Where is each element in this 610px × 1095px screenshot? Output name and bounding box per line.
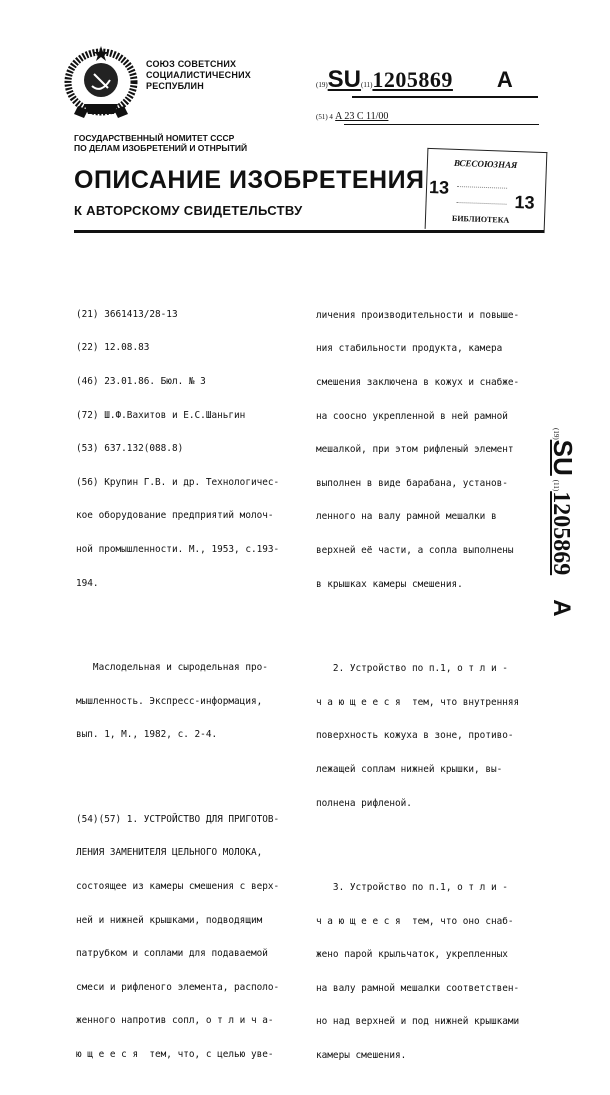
header-divider [74, 230, 544, 233]
text-line: камеры смешения. [316, 1050, 407, 1062]
text-line: ния стабильности продукта, камера [316, 343, 503, 355]
text-line: поверхность кожуха в зоне, противо- [316, 730, 514, 742]
country-code: SU [548, 439, 578, 476]
right-column [316, 265, 519, 1095]
text-line: мышленность. Экспресс-информация, [76, 695, 263, 707]
biblio-line: (53) 637.132(088.8) [76, 443, 184, 455]
text-line: 3. Устройство по п.1, о т л и - [316, 881, 508, 893]
stamp-right-number: 13 [514, 192, 535, 213]
patent-number-block [316, 66, 513, 94]
country-name [146, 59, 251, 92]
text-line: Маслодельная и сыродельная про- [76, 662, 268, 674]
text-line: лежащей соплам нижней крышки, вы- [316, 763, 503, 775]
committee-line: ПО ДЕЛАМ ИЗОБРЕТЕНИЙ И ОТНРЫТИЙ [74, 143, 248, 153]
text-line: смеси и рифленого элемента, располо- [76, 981, 280, 993]
text-line: личения производительности и повыше- [316, 309, 520, 321]
claim-1 [76, 791, 279, 1082]
biblio-line: (72) Ш.Ф.Вахитов и Е.С.Шаньгин [76, 409, 246, 421]
text-line: ленного на валу рамной мешалки в [316, 511, 497, 523]
claim-2 [316, 641, 519, 831]
text-line: смешения заключена в кожух и снабже- [316, 377, 520, 389]
kind-code: A [548, 599, 575, 617]
committee-line: ГОСУДАРСТВЕННЫЙ НОМИТЕТ СССР [74, 133, 235, 143]
text-line: на соосно укрепленной в ней рамной [316, 410, 508, 422]
library-stamp [425, 148, 548, 233]
stamp-faded-line [457, 180, 507, 189]
patent-number: 1205869 [548, 491, 574, 576]
reference-2 [76, 640, 279, 763]
biblio-line: 194. [76, 577, 99, 589]
stamp-faded-line [457, 196, 507, 205]
text-line: на валу рамной мешалки соответствен- [316, 982, 520, 994]
inid-code-11: (11) [361, 81, 373, 89]
text-line: ней и нижней крышками, подводящим [76, 914, 263, 926]
inid-code-19: (19) [316, 81, 328, 89]
stamp-bottom-text: БИБЛИОТЕКА [451, 213, 510, 225]
left-column [76, 264, 279, 1094]
inid-code-19: (19) [552, 428, 560, 440]
text-line: вып. 1, М., 1982, с. 2-4. [76, 729, 218, 741]
patent-number: 1205869 [372, 67, 453, 92]
stamp-top-text: ВСЕСОЮЗНАЯ [453, 157, 518, 171]
bibliographic-data [76, 286, 279, 611]
claim-1-continued [316, 287, 519, 612]
text-line: верхней её части, а сопла выполнены [316, 545, 514, 557]
side-patent-label [540, 430, 576, 670]
text-line: женного напротив сопл, о т л и ч а- [76, 1015, 274, 1027]
text-line: ч а ю щ е е с я тем, что внутренняя [316, 696, 520, 708]
text-line: ЛЕНИЯ ЗАМЕНИТЕЛЯ ЦЕЛЬНОГО МОЛОКА, [76, 847, 263, 859]
biblio-line: (22) 12.08.83 [76, 342, 150, 354]
biblio-line: (56) Крупин Г.В. и др. Технологичес- [76, 476, 280, 488]
text-line: 2. Устройство по п.1, о т л и - [316, 663, 508, 675]
committee-name [74, 133, 247, 153]
country-line: СОЮЗ СОВЕТСНИХ [146, 59, 237, 69]
inid-code-11: (11) [552, 479, 560, 492]
text-line: жено парой крыльчаток, укрепленных [316, 949, 508, 961]
ipc-class: A 23 C 11/00 [335, 111, 389, 122]
claim-3 [316, 860, 519, 1084]
country-code: SU [327, 66, 362, 93]
document-title: ОПИСАНИЕ ИЗОБРЕТЕНИЯ [74, 166, 425, 194]
document-subtitle: К АВТОРСКОМУ СВИДЕТЕЛЬСТВУ [74, 203, 303, 218]
text-line: но над верхней и под нижней крышками [316, 1016, 520, 1028]
text-line: ю щ е е с я тем, что, с целью уве- [76, 1049, 274, 1061]
number-underline [352, 96, 538, 98]
text-line: мешалкой, при этом рифленый элемент [316, 444, 514, 456]
country-line: РЕСПУБЛИН [146, 81, 204, 91]
text-line: в крышках камеры смешения. [316, 578, 463, 590]
text-line: патрубком и соплами для подаваемой [76, 948, 268, 960]
biblio-line: (46) 23.01.86. Бюл. № 3 [76, 376, 206, 388]
ipc-underline [344, 124, 539, 125]
ipc-classification [316, 111, 388, 122]
text-line: (54)(57) 1. УСТРОЙСТВО ДЛЯ ПРИГОТОВ- [76, 813, 280, 825]
biblio-line: (21) 3661413/28-13 [76, 308, 178, 320]
text-line: состоящее из камеры смешения с верх- [76, 880, 280, 892]
biblio-line: кое оборудование предприятий молоч- [76, 510, 274, 522]
text-line: полнена рифленой. [316, 797, 412, 809]
stamp-left-number: 13 [428, 177, 450, 198]
text-line: ч а ю щ е е с я тем, что оно снаб- [316, 915, 514, 927]
text-line: выполнен в виде барабана, установ- [316, 477, 508, 489]
ussr-emblem-icon [64, 44, 138, 124]
inid-code-51: (51) 4 [316, 113, 333, 121]
country-line: СОЦИАЛИСТИЧЕСНИХ [146, 70, 251, 80]
biblio-line: ной промышленности. М., 1953, с.193- [76, 544, 280, 556]
kind-code: A [496, 67, 513, 92]
